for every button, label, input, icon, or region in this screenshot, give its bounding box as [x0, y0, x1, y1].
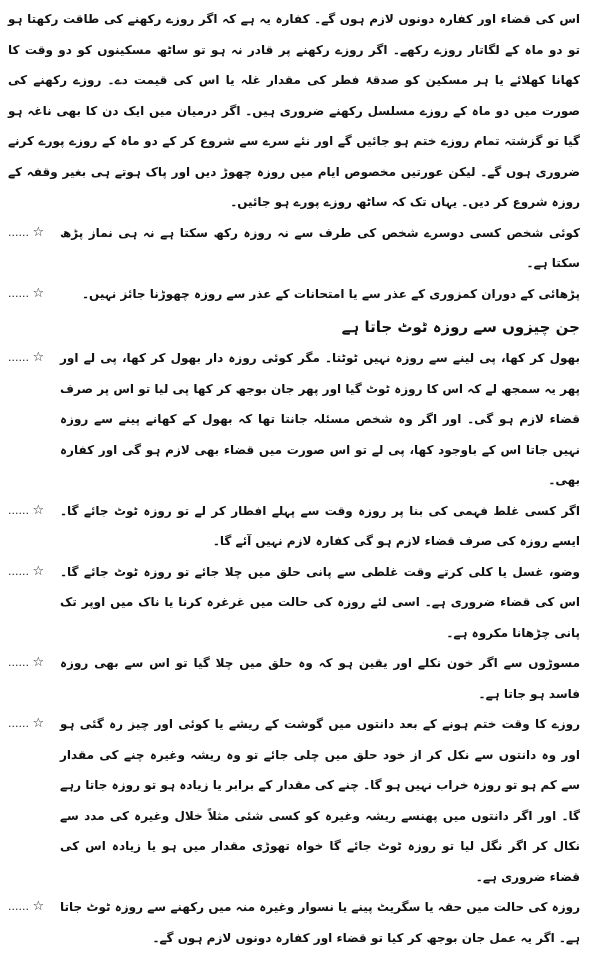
- list-item: [8, 557, 580, 649]
- bullet-dots: ......: [8, 351, 29, 364]
- star-icon: ☆: [32, 224, 45, 240]
- list-item-text: بھول کر کھا، پی لینے سے روزہ نہیں ٹوٹتا۔ مگر کوئی روزہ دار بھول کر کھا، پی لے اور پھر یہ سمجھ لے کہ اس کا روزہ ٹوٹ گیا اور پھر جان بوجھ کر کھا پی لیا تو اس پر صرف قضاء لازم ہو گی۔ اور اگر وہ شخص مسئلہ جانتا تھا کہ بھول کے کھانے پینے سے روزہ نہیں جاتا اس کے باوجود کھا، پی لے تو اس صورت میں قضاء بھی لازم ہو گی اور کفارہ بھی۔: [60, 351, 580, 487]
- list-item-text: اگر کسی غلط فہمی کی بنا پر روزہ وقت سے پہلے افطار کر لے تو روزہ ٹوٹ جائے گا۔ ایسے روزہ کی صرف قضاء لازم ہو گی کفارہ لازم نہیں آئے گا۔: [60, 503, 580, 548]
- star-icon: ☆: [32, 655, 45, 670]
- bullet-dots: ......: [8, 564, 29, 578]
- star-bullet-icon: [8, 892, 44, 923]
- section-heading: جن چیزوں سے روزہ ٹوٹ جاتا ہے: [341, 318, 580, 336]
- bullet-dots: ......: [8, 225, 29, 239]
- intro-paragraph: اس کی قضاء اور کفارہ دونوں لازم ہوں گے۔ کفارہ یہ ہے کہ اگر روزے رکھنے کی طاقت رکھتا ہو تو دو ماہ کے لگاتار روزے رکھے۔ اگر روزے رکھنے پر قادر نہ ہو تو ساٹھ مسکینوں کو دو وقت کا کھانا کھلائے یا ہر مسکین کو صدقۂ فطر کی مقدار غلہ یا اس کی قیمت دے۔ روزے رکھنے کی صورت میں دو ماہ کے روزے مسلسل رکھنے ضروری ہیں۔ اگر درمیان میں ایک دن کا بھی ناغہ ہو گیا تو گزشتہ تمام روزے ختم ہو جائیں گے اور نئے سرے سے شروع کر کے دو ماہ کے روزے پورے کرنے ضروری ہوں گے۔ لیکن عورتیں مخصوص ایام میں روزہ چھوڑ دیں اور پاک ہوتے ہی بغیر وقفہ کے روزہ شروع کر دیں۔ یہاں تک کہ ساٹھ روزے پورے ہو جائیں۔: [8, 12, 580, 209]
- list-item: [8, 343, 580, 496]
- bullet-dots: ......: [8, 286, 29, 300]
- star-bullet-icon: [8, 709, 44, 740]
- star-bullet-icon: [8, 218, 44, 249]
- list-item: [8, 648, 580, 709]
- star-icon: ☆: [32, 716, 45, 731]
- list-item-text: کوئی شخص کسی دوسرے شخص کی طرف سے نہ روزہ رکھ سکتا ہے نہ ہی نماز پڑھ سکتا ہے۔: [60, 225, 580, 270]
- list-item: [8, 892, 580, 953]
- star-icon: ☆: [32, 350, 45, 365]
- star-icon: ☆: [32, 563, 45, 579]
- list-item: [8, 709, 580, 892]
- list-item-text: روزہ کی حالت میں حقہ یا سگریٹ پینے یا نسوار وغیرہ منہ میں رکھنے سے روزہ ٹوٹ جاتا ہے۔ اگر یہ عمل جان بوجھ کر کیا تو قضاء اور کفارہ دونوں لازم ہوں گے۔: [60, 900, 580, 945]
- list-item-text: وضو، غسل یا کلی کرتے وقت غلطی سے پانی حلق میں چلا جائے تو روزہ ٹوٹ جائے گا۔ اس کی قضاء ضروری ہے۔ اسی لئے روزہ کی حالت میں غرغرہ کرنا یا ناک میں اوپر تک پانی چڑھانا مکروہ ہے۔: [60, 564, 580, 640]
- list-item: [8, 279, 580, 310]
- star-bullet-icon: [8, 557, 44, 588]
- list-item-text: مسوڑوں سے اگر خون نکلے اور یقین ہو کہ وہ حلق میں چلا گیا تو اس سے بھی روزہ فاسد ہو جاتا ہے۔: [60, 656, 580, 701]
- star-icon: ☆: [32, 502, 45, 518]
- star-bullet-icon: [8, 279, 44, 310]
- star-icon: ☆: [32, 899, 45, 914]
- star-bullet-icon: [8, 496, 44, 527]
- list-item-text: روزے کا وقت ختم ہونے کے بعد دانتوں میں گوشت کے ریشے یا کوئی اور چیز رہ گئی ہو اور وہ دانتوں سے نکل کر از خود حلق میں چلی جائے تو وہ ریشہ وغیرہ چنے کی مقدار سے کم ہو تو روزہ خراب نہیں ہو گا۔ چنے کی مقدار کے برابر یا زیادہ ہو تو روزہ جاتا رہے گا۔ اور اگر دانتوں میں پھنسے ریشہ وغیرہ کو کسی شئی مثلاً خلال وغیرہ کی مدد سے نکال کر اگر نگل لیا تو روزہ ٹوٹ جائے گا خواہ تھوڑی مقدار میں ہو یا زیادہ اس کی قضاء ضروری ہے۔: [60, 717, 580, 884]
- star-bullet-icon: [8, 343, 44, 374]
- star-bullet-icon: [8, 648, 44, 679]
- list-item: [8, 496, 580, 557]
- star-icon: ☆: [32, 285, 45, 301]
- bullet-dots: ......: [8, 717, 29, 730]
- bullet-dots: ......: [8, 503, 29, 517]
- bullet-dots: ......: [8, 656, 29, 669]
- bullet-dots: ......: [8, 900, 29, 913]
- list-item-text: پڑھائی کے دوران کمزوری کے عذر سے یا امتحانات کے عذر سے روزہ چھوڑنا جائز نہیں۔: [82, 286, 580, 301]
- list-item: [8, 218, 580, 279]
